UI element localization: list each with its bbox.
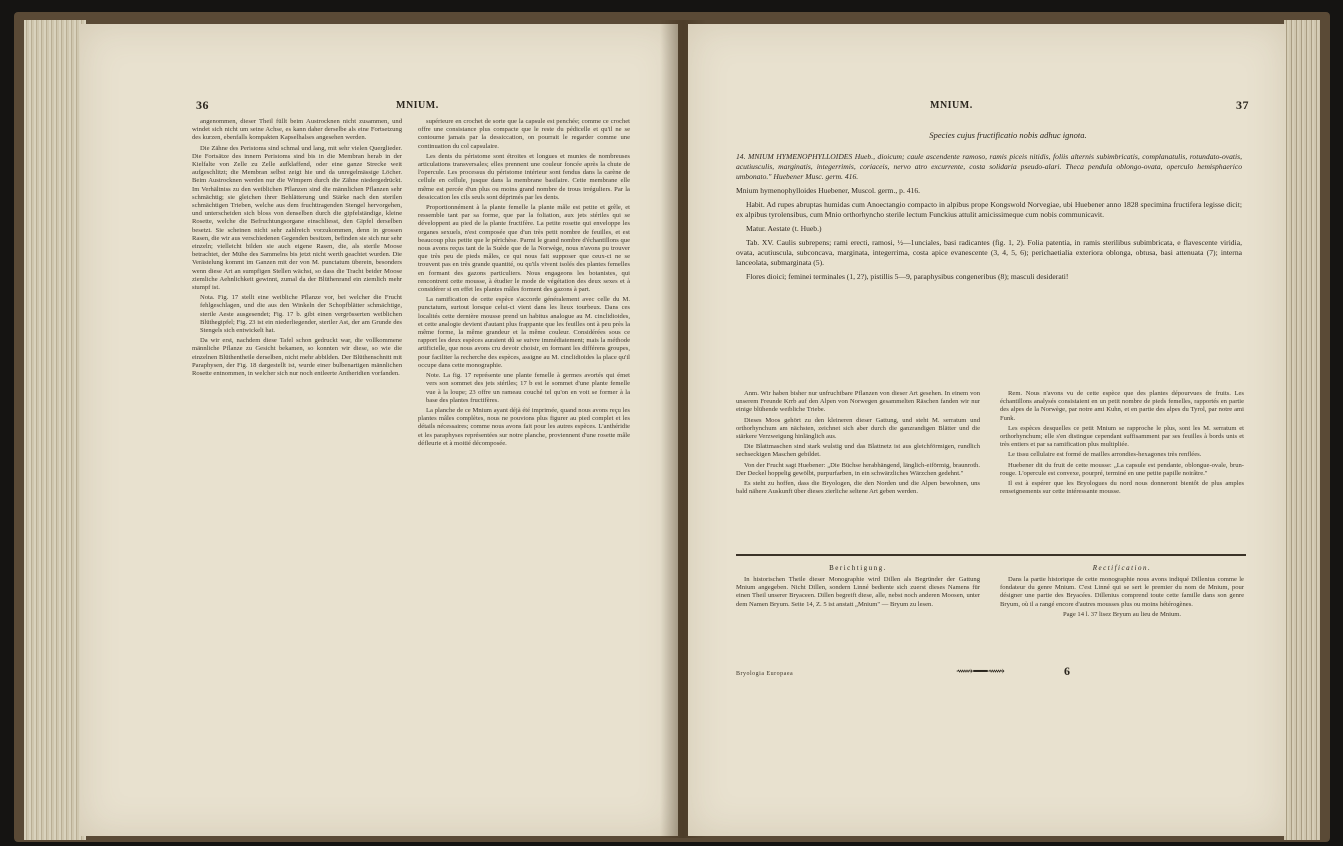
species-entry: 14. MNIUM HYMENOPHYLLOIDES Hueb., dioicum; caule ascendente ramoso, ramis piceis nitidis, foliis alternis subimbricatis, complanatulis, rotundato-ovatis, acutiusculis, marginatis, integerrimis, coriaceis, nervo atro excurrente, costa solidaria pseudo-alari. Theca pendula oblongo-ovata, operculo hemisphaerico umbonato." Huebener Musc. germ. 416. — [736, 152, 1242, 181]
paragraph: angenommen, dieser Theil füllt beim Austrocknen nicht zusammen, und windet sich nicht um seine Achse, es kann daher derselbe als eine Fortsetzung des kurzen, ebenfalls kompakten Kapselhalses angesehen werden. — [192, 118, 402, 142]
right-column-french — [418, 118, 630, 718]
signature-mark: Bryologia Europaea — [736, 671, 794, 677]
paragraph: Les dents du péristome sont étroites et longues et munies de nombreuses articulations transversales; elles prennent une couleur foncée après la chute de l'opercule. Les processus du péristome intérieur sont fendus dans la carène de cellule en cellule, jusque dans la membrane basilaire. Cette membrane elle même est percée d'un plus ou moins grand nombre de trous irréguliers. Par la dessiccation les cils seuls sont déprimés par les dents. — [418, 152, 630, 201]
plate-description: Tab. XV. Caulis subrepens; rami erecti, ramosi, ½—1unciales, basi radicantes (fig. 1, 2). Folia patentia, in ramis sterilibus subimbricata, e flavescente viridia, ovata, acutiuscula, subconcava, marginata, integerrima, costa apice evanescente (3, 4, 5, 6); perichaetialia exteriora oblonga, obtusa, basi attenuata (7); interna lanceolata, submarginata (5). — [736, 238, 1242, 267]
section-heading: Species cujus fructificatio nobis adhuc ignota. — [929, 130, 1087, 140]
left-page-edges — [24, 20, 86, 840]
left-column-german — [192, 118, 402, 678]
corrigenda-french — [1000, 576, 1244, 652]
note-paragraph: Nota. Fig. 17 stellt eine weibliche Pflanze vor, bei welcher die Frucht fehlgeschlagen, und die aus den Winkeln der Schopfblätter schmächtige, sterile Aeste ausgesendet; Fig. 17 b. gibt einen vergrösserten weiblichen Blüthegipfel; Fig. 23 ist ein niederliegender, steriler Ast, der am Grunde des Stengels sich entwickelt hat. — [200, 294, 402, 335]
paragraph: La planche de ce Mnium ayant déjà été imprimée, quand nous avons reçu les plantes mâles complètes, nous ne pouvions plus figurer au pied complet et les détails nécessaires; comme nous avons fait pour les autres espèces. L'anthéridie et les paraphyses représentées sur notre planche, proviennent d'une rosette mâle défleurie et à moitié décomposée. — [418, 406, 630, 447]
left-page — [80, 24, 678, 836]
errata-line: Page 14 l. 37 lisez Bryum au lieu de Mnium. — [1062, 610, 1182, 618]
paragraph: Rem. Nous n'avons vu de cette espèce que des plantes dépourvues de fruits. Les échantillons analysés consistaient en un petit nombre de pieds femelles, rapportés en partie des alpes de la Norwège, par notre ami Kuhn, et en partie des alpes du Tyrol, par notre ami Funk. — [1000, 390, 1244, 422]
paragraph: supérieure en crochet de sorte que la capsule est penchée; comme ce crochet offre une consistance plus compacte que le reste du pédicelle et qu'il ne se contourne jamais par la dessiccation, on pourrait le regarder comme une continuation du col capsulaire. — [418, 118, 630, 150]
french-remarks — [1000, 390, 1244, 562]
right-page-number: 37 — [1236, 98, 1249, 112]
species-description — [736, 152, 1242, 392]
corrigenda-german — [736, 576, 980, 642]
paragraph: Il est à espérer que les Bryologues du nord nous donneront bientôt de plus amples renseignements sur cette intéressante mousse. — [1000, 480, 1244, 496]
paragraph: Die Zähne des Peristoms sind schmal und lang, mit sehr vielen Querglieder. Die Fortsätze des innern Peristoms sind bis in die Membran herab in der Kielfalte von Zelle zu Zelle aufklaffend, oder eine ganze Strecke weit aufgeschlitzt; die Membran selbst zeigt hie und da unregelmässige Löcher. Beim Austrocknen werden nur die Wimpern durch die Zähne niedergedrückt. Im Verhältniss zu den weiblichen Pflanzen sind die männlichen Pflanzen sehr schmächtig; sie gleichen ihrer Behlätterung und Stärke nach den sterilen schmächtigen Trieben, welche aus dem fruchttragenden Stengel hervorgehen, und unterscheiden sich bloss von denselben durch die gipfelständige, kleine Rosette, welche die Befruchtungsorgane einschliesst, den Gipfel derselben besetzt. Sie scheinen nicht sehr zahlreich vorzukommen, denn in grossen Rasen, die wir aus verschiedenen Gegenden besitzen, befinden sie sich nur sehr einzeln; vielleicht bilden sie auch eigene Rasen, die, als sterile Moose betrachtet, der Mühe des Sammelns bis jetzt nicht werth geachtet wurden. Die Verästelung kommt im Ganzen mit der von M. punctatum überein, besonders wenn diese Art an sumpfigen Stellen wächst, so dass die Tracht beider Moose ziemliche Aehnlichkeit gewinnt, zumal da der Blüthenrand ein ziemlich mehr stumpf ist. — [192, 144, 402, 292]
paragraph: Dieses Moos gehört zu den kleineren dieser Gattung, und steht M. serratum und orthorhynchum am nächsten, zeichnet sich aber durch die ganzrandigen Blätter und die stärkere Verzweigung hinlänglich aus. — [736, 416, 980, 441]
synonym: Mnium hymenophylloides Huebener, Muscol. germ., p. 416. — [736, 186, 921, 195]
paragraph: La ramification de cette espèce s'accorde généralement avec celle du M. punctatum, surtout lorsque celui-ci vient dans les lieux tourbeux. Dans ces localités cette dernière mousse prend un habitus analogue au M. cinclidioides, et cette analogie devient d'autant plus frappante que les feuilles ont à peu près la même forme, la même grandeur et la même couleur. Considérées sous ce rapport les deux espèces auraient dû se suivre immédiatement; mais la méthode artificielle, que nous avons cru devoir choisir, en formant les différens groupes, pour faciliter la recherche des espèces, assigne au M. cinclidioides la place qu'il occupe dans cette monographie. — [418, 296, 630, 369]
paragraph: Von der Frucht sagt Huebener: „Die Büchse herabhängend, länglich-eiförmig, braunroth. Der Deckel hoppelig gewölbt, purpurfarben, in ein schwärzliches Wärzchen gedehnt." — [736, 461, 980, 477]
paragraph: Huebener dit du fruit de cette mousse: „La capsule est pendante, oblongue-ovale, brun-rouge. L'opercule est convexe, pourpré, terminé en une petite papille noirâtre." — [1000, 461, 1244, 477]
paragraph: In historischen Theile dieser Monographie wird Dillen als Begründer der Gattung Mnium angegeben. Nicht Dillen, sondern Linné bediente sich zuerst dieses Namens für einen Theil unserer Bryaceen. Dillen begreift diese, alle, nebst noch anderen Moosen, unter dem Namen Bryum. Seite 14, Z. 5 ist anstatt „Mnium" — Bryum zu lesen. — [736, 576, 980, 608]
note-paragraph: Note. La fig. 17 représente une plante femelle à germes avortés qui émet vers son sommet des jets stériles; 17 b est le sommet d'une plante femelle vue à la loupe; 23 offre un rameau couché tel qu'on en voit se former à la base des plantes fructifères. — [426, 372, 630, 404]
corrigenda-title-french: Rectification. — [1092, 564, 1152, 572]
ornament-dash: ⟿━━⟿ — [956, 664, 1005, 678]
paragraph: Le tissu cellulaire est formé de mailles arrondies-hexagones très renflées. — [1008, 451, 1202, 459]
habitat: Habit. Ad rupes abruptas humidas cum Anoectangio compacto in alpibus prope Kongswold Norvegiae, ubi Huebener anno 1828 specimina fructifera legisse dicit; ex alpibus tyrolensibus, cum Mnio orthorhyncho sterile lectum Funckius attulit amicissimeque cum nobis communicavit. — [736, 200, 1242, 219]
paragraph: Anm. Wir haben bisher nur unfruchtbare Pflanzen von dieser Art gesehen. In einem von unserem Freunde Krrb auf den Alpen von Norwegen gesammelten Räschen fanden wir nur einige blühende weibliche Triebe. — [736, 390, 980, 414]
german-remarks — [736, 390, 980, 562]
paragraph: Da wir erst, nachdem diese Tafel schon gedruckt war, die vollkommene männliche Pflanze zu Gesicht bekamen, so konnten wir diese, so wie die einzelnen Blüthentheile derselben, nicht mehr abbilden. Der Blüthenschnitt mit Paraphysen, der Fig. 18 dargestellt ist, wurde einer bulbenartigen männlichen Rosette entnommen, in welcher sich nur noch entleerte Antheridien vorfanden. — [192, 337, 402, 378]
right-page-edges — [1284, 20, 1320, 840]
paragraph: Die Blattmaschen sind stark wulstig und das Blattnetz ist aus gleichförmigen, rundlich sechseckigen Maschen gebildet. — [736, 443, 980, 459]
corrigenda-title-german: Berichtigung. — [829, 564, 887, 572]
sheet-number: 6 — [1064, 664, 1071, 678]
section-divider — [736, 554, 1246, 556]
paragraph: Proportionnément à la plante femelle la plante mâle est petite et grêle, et ressemble tant par sa forme, que par la foliation, aux jets stériles qui se développent au pied de la plante fructifère. La petite rosette qui enveloppe les organes sexuels, n'est composée que d'un très petit nombre de feuilles, et est beaucoup plus petite que le périchèse. Parmi le grand nombre d'échantillons que nous avons reçus tant de la Suède que de la Norwège, nous n'avons pu trouver que très peu de pieds mâles, ce qui nous fait supposer que ceux-ci ne se trouvent pas en très grande quantité, ou qu'ils vivent isolés des plantes femelles en formant des gazons particuliers. Nous engageons les botanistes, qui rencontrent cette mousse, à étudier le mode de végétation des deux sexes et à considérer si en effet les plantes mâles forment des gazons à part. — [418, 204, 630, 294]
right-page — [688, 24, 1286, 836]
maturity: Matur. Aestate (t. Hueb.) — [746, 224, 822, 233]
paragraph: Dans la partie historique de cette monographie nous avons indiqué Dillenius comme le fondateur du genre Mnium. C'est Linné qui se sert le premier du nom de Mnium, pour désigner une partie des Bryacées. Dillenius comprend toute cette famille dans son genre Bryum, où il a rangé encore d'autres mousses plus ou moins hétérogènes. — [1000, 576, 1244, 608]
paragraph: Es steht zu hoffen, dass die Bryologen, die den Norden und die Alpen bewohnen, uns bald nähere Auskunft über dieses zierliche seltene Art geben werden. — [736, 480, 980, 496]
paragraph: Les espèces desquelles ce petit Mnium se rapproche le plus, sont les M. serratum et orthorhynchum; elle s'en distingue cependant suffisamment par ses feuilles à bords unis et très entiers et par sa ramification plus multipliée. — [1000, 424, 1244, 449]
left-running-head: MNIUM. — [396, 100, 439, 111]
left-page-number: 36 — [196, 98, 209, 112]
right-running-head: MNIUM. — [930, 100, 973, 111]
flowers: Flores dioici; feminei terminales (1, 2?), pistillis 5—9, paraphysibus congeneribus (8); masculi desiderati! — [746, 272, 1069, 281]
